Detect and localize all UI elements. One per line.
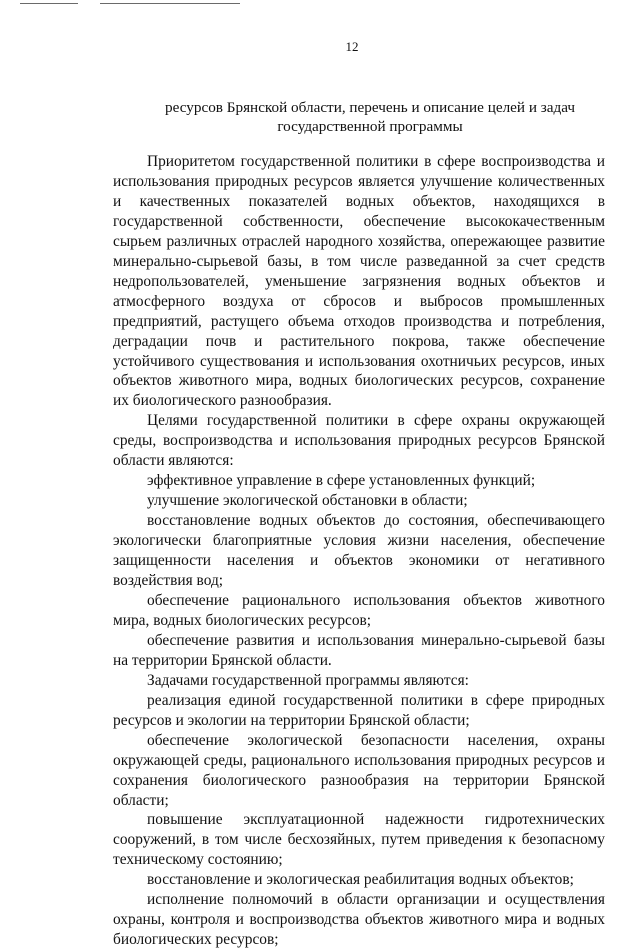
page-number: 12 xyxy=(345,39,359,54)
document-body xyxy=(113,152,605,950)
scan-artifact-line xyxy=(20,3,78,4)
section-heading xyxy=(100,98,640,136)
paragraph-goals-intro: Целями государственной политики в сфере охраны окружающей среды, воспроизводства и использования природных ресурсов Брянской области являются: xyxy=(113,412,605,470)
task-item: реализация единой государственной политики в сфере природных ресурсов и экологии на территории Брянской области; xyxy=(113,691,605,729)
goal-item: обеспечение рационального использования объектов животного мира, водных биологических ресурсов; xyxy=(113,591,605,629)
task-item: исполнение полномочий в области организации и осуществления охраны, контроля и воспроизводства объектов животного мира и водных биологических ресурсов; xyxy=(113,891,605,949)
paragraph-tasks-intro: Задачами государственной программы являются: xyxy=(147,671,469,689)
task-item: обеспечение экологической безопасности населения, охраны окружающей среды, рационального использования природных ресурсов и сохранения биологического разнообразия на территории Брянской области; xyxy=(113,731,605,809)
goal-item: обеспечение развития и использования минерально-сырьевой базы на территории Брянской области. xyxy=(113,631,605,669)
heading-line: государственной программы xyxy=(277,118,463,135)
heading-line: ресурсов Брянской области, перечень и описание целей и задач xyxy=(165,99,575,116)
task-item: восстановление и экологическая реабилитация водных объектов; xyxy=(147,871,574,889)
goal-item: восстановление водных объектов до состояния, обеспечивающего экологически благоприятные условия жизни населения, обеспечение защищенности населения и объектов экономики от негативного воздействия вод; xyxy=(113,512,605,590)
goal-item: улучшение экологической обстановки в области; xyxy=(147,492,468,510)
scan-artifact-line xyxy=(100,3,240,4)
task-item: повышение эксплуатационной надежности гидротехнических сооружений, в том числе бесхозяйных, путем приведения к безопасному техническому состоянию; xyxy=(113,811,605,869)
goal-item: эффективное управление в сфере установленных функций; xyxy=(147,472,536,490)
paragraph-priority: Приоритетом государственной политики в сфере воспроизводства и использования природных ресурсов является улучшение количественных и качественных показателей водных объектов, находящихся в государственной собственности, обеспечение высококачественным сырьем различных отраслей народного хозяйства, опережающее развитие минерально-сырьевой базы, в том числе разведанной за счет средств недропользователей, уменьшение загрязнения водных объектов и атмосферного воздуха от сбросов и выбросов промышленных предприятий, растущего объема отходов производства и потребления, деградации почв и растительного покрова, также обеспечение устойчивого существования и использования охотничьих ресурсов, иных объектов животного мира, водных биологических ресурсов, сохранение их биологического разнообразия. xyxy=(113,153,605,410)
